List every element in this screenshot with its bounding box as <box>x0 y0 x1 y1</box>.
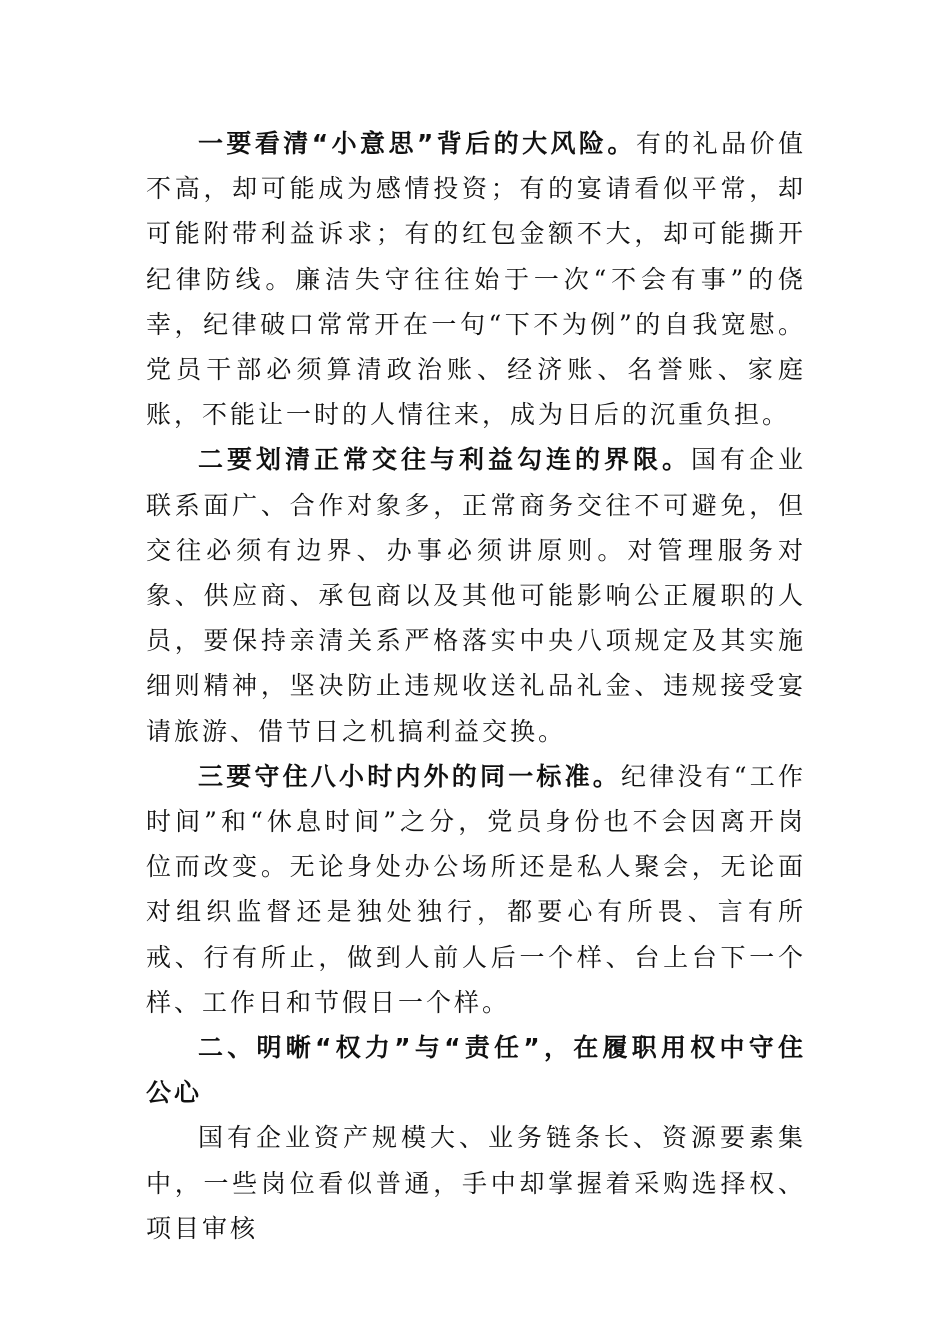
paragraph-3-lead: 三要守住八小时内外的同一标准。 <box>198 761 621 791</box>
document-body <box>146 121 806 1251</box>
paragraph-3 <box>146 754 806 1025</box>
section-heading: 二、明晰“权力”与“责任”，在履职用权中守住公心 <box>146 1033 806 1108</box>
paragraph-1-lead: 一要看清“小意思”背后的大风险。 <box>198 129 636 158</box>
paragraph-2 <box>146 437 806 753</box>
paragraph-3-text: 纪律没有“工作时间”和“休息时间”之分，党员身份也不会因离开岗位而改变。无论身处办公场所还是私人聚会，无论面对组织监督还是独处独行，都要心有所畏、言有所戒、行有所止，做到人前人后一个样、台上台下一个样、工作日和节假日一个样。 <box>146 761 806 1017</box>
paragraph-2-lead: 二要划清正常交往与利益勾连的界限。 <box>198 445 691 475</box>
closing-paragraph: 国有企业资产规模大、业务链条长、资源要素集中，一些岗位看似普通，手中却掌握着采购选择权、项目审核 <box>146 1123 806 1243</box>
paragraph-2-text: 国有企业联系面广、合作对象多，正常商务交往不可避免，但交往必须有边界、办事必须讲原则。对管理服务对象、供应商、承包商以及其他可能影响公正履职的人员，要保持亲清关系严格落实中央八项规定及其实施细则精神，坚决防止违规收送礼品礼金、违规接受宴请旅游、借节日之机搞利益交换。 <box>146 445 806 746</box>
paragraph-1 <box>146 121 806 437</box>
paragraph-1-text: 有的礼品价值不高，却可能成为感情投资；有的宴请看似平常，却可能附带利益诉求；有的红包金额不大，却可能撕开纪律防线。廉洁失守往往始于一次“不会有事”的侥幸，纪律破口常常开在一句“下不为例”的自我宽慰。党员干部必须算清政治账、经济账、名誉账、家庭账，不能让一时的人情往来，成为日后的沉重负担。 <box>146 129 806 430</box>
